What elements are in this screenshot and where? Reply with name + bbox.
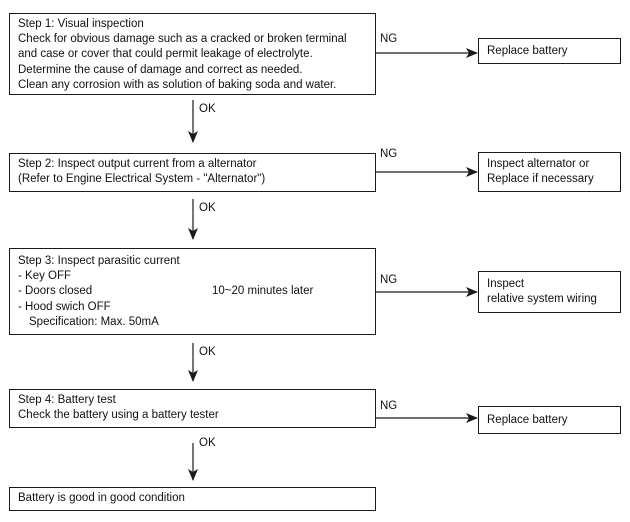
ng-label-4: NG — [380, 400, 398, 412]
timing-note: 10~20 minutes later — [212, 285, 314, 297]
step4-title: Step 4: Battery test — [18, 394, 116, 406]
step3-specification: Specification: Max. 50mA — [29, 315, 159, 328]
step1-box — [9, 13, 376, 95]
step3-ng-action-text: Inspect — [487, 278, 525, 290]
ng-label-2: NG — [380, 148, 398, 160]
step4-text-line: Check the battery using a battery tester — [18, 409, 219, 422]
step3-title: Step 3: Inspect parasitic current — [18, 255, 180, 267]
step4-ng-action-box — [478, 406, 621, 434]
step3-condition: - Hood swich OFF — [18, 300, 111, 313]
step4-ng-action-text: Replace battery — [487, 414, 568, 426]
step1-text-line: and case or cover that could permit leakage of electrolyte. — [18, 48, 313, 61]
final-result-text: Battery is good in good condition — [18, 492, 185, 504]
step2-ng-action-text: Replace if necessary — [487, 173, 594, 186]
ng-label-1: NG — [380, 33, 398, 45]
step1-text-line: Clean any corrosion with as solution of baking soda and water. — [18, 78, 337, 91]
step3-condition: - Key OFF — [18, 270, 72, 283]
step3-condition: - Doors closed — [18, 285, 93, 298]
step1-title: Step 1: Visual inspection — [18, 18, 144, 30]
step1-text-line: Check for obvious damage such as a cracked or broken terminal — [18, 33, 347, 46]
step2-ng-action-box — [478, 152, 621, 192]
ok-label-3: OK — [199, 346, 216, 358]
step4-box — [9, 389, 376, 428]
ng-label-3: NG — [380, 274, 398, 286]
step1-text-line: Determine the cause of damage and correct as needed. — [18, 63, 303, 76]
ok-label-4: OK — [199, 437, 216, 449]
step3-ng-action-text: relative system wiring — [487, 293, 597, 306]
step1-ng-action-text: Replace battery — [487, 45, 568, 57]
ok-label-2: OK — [199, 202, 216, 214]
step3-ng-action-box — [478, 271, 621, 313]
step2-text-line: (Refer to Engine Electrical System - "Alternator") — [18, 173, 266, 186]
step1-ng-action-box — [478, 38, 621, 64]
step2-box — [9, 153, 376, 192]
step2-ng-action-text: Inspect alternator or — [487, 158, 590, 170]
step2-title: Step 2: Inspect output current from a alternator — [18, 158, 257, 170]
ok-label-1: OK — [199, 103, 216, 115]
step3-box — [9, 248, 376, 335]
final-result-box — [9, 487, 376, 511]
